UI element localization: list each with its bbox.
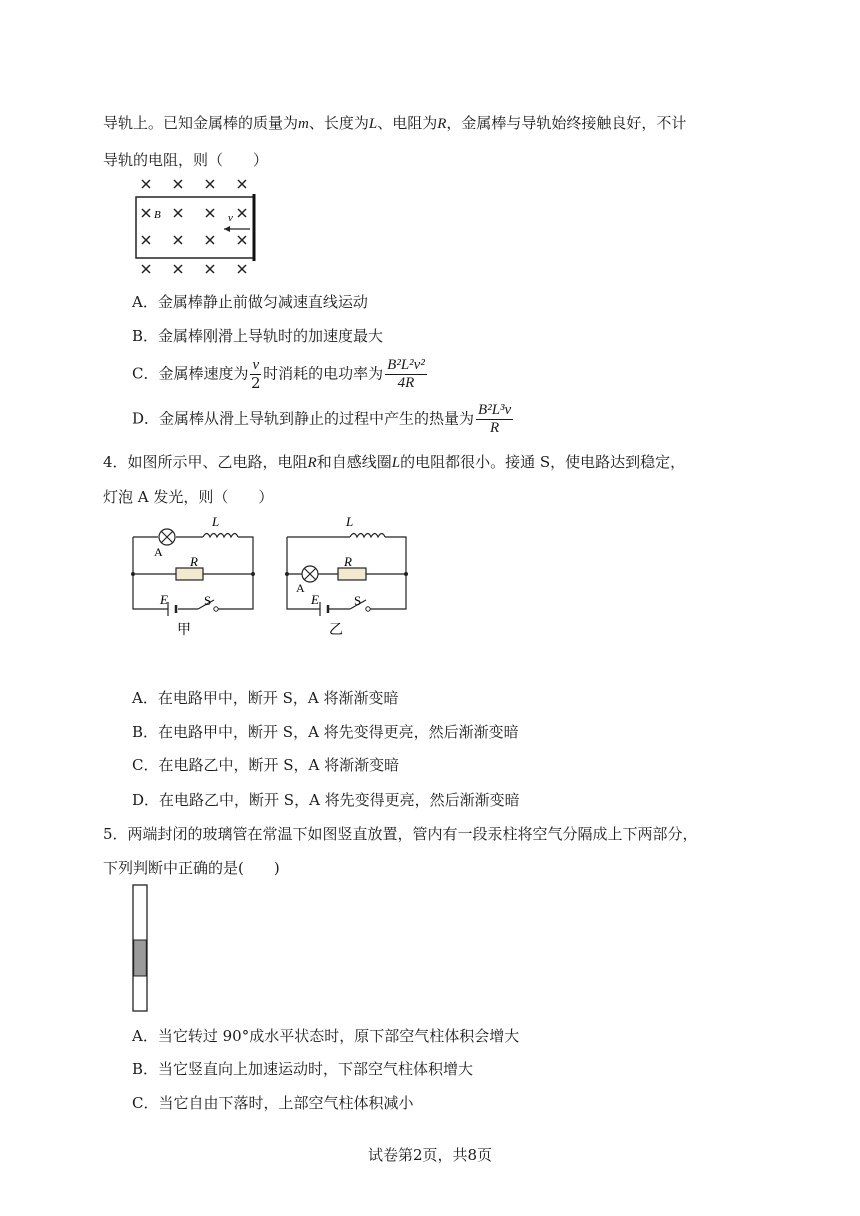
fraction-v-over-2 xyxy=(250,357,261,392)
battery-icon xyxy=(320,602,328,616)
label-S: S xyxy=(204,593,212,608)
q3-rail-figure xyxy=(132,172,272,282)
q5-stem-line1: 5．两端封闭的玻璃管在常温下如图竖直放置，管内有一段汞柱将空气分隔成上下两部分， xyxy=(103,825,698,843)
q3-stem-text: 、长度为 xyxy=(308,114,369,132)
q3-stem-text: 导轨上。已知金属棒的质量为 xyxy=(103,114,299,132)
label-R: R xyxy=(344,554,352,569)
q3-option-d xyxy=(132,402,515,437)
label-B: B xyxy=(154,209,161,221)
caption-jia: 甲 xyxy=(177,623,191,638)
label-R: R xyxy=(190,554,198,569)
q3-stem-line1 xyxy=(103,113,686,134)
q3-option-b: B．金属棒刚滑上导轨时的加速度最大 xyxy=(132,327,384,345)
q4-stem-line2: 灯泡 A 发光，则（ ） xyxy=(103,488,274,506)
q4-option-c: C．在电路乙中，断开 S，A 将渐渐变暗 xyxy=(132,756,400,774)
q3-option-c xyxy=(132,357,429,392)
lamp-icon xyxy=(159,529,175,545)
wire xyxy=(370,537,406,609)
label-L: L xyxy=(212,514,220,529)
q3-stem-text: ，金属棒与导轨始终接触良好，不计 xyxy=(446,114,687,132)
frac-num: B²L²v² xyxy=(387,357,425,373)
fraction-heat xyxy=(476,402,513,437)
var-L: L xyxy=(391,455,401,471)
frac-num: v xyxy=(252,357,260,373)
junction-dot xyxy=(404,572,408,576)
label-E: E xyxy=(160,592,168,607)
label-L: L xyxy=(346,514,354,529)
page-footer: 试卷第2页，共8页 xyxy=(367,1146,493,1164)
label-v: v xyxy=(228,212,233,224)
label-S: S xyxy=(354,593,362,608)
mercury-column xyxy=(134,940,147,976)
q4-option-a: A．在电路甲中，断开 S，A 将渐渐变暗 xyxy=(132,689,399,707)
var-R: R xyxy=(437,116,447,132)
battery-icon xyxy=(168,602,176,616)
q4-option-b: B．在电路甲中，断开 S，A 将先变得更亮，然后渐渐变暗 xyxy=(132,723,519,741)
glass-tube-figure xyxy=(131,884,151,1014)
inductor-coil-icon xyxy=(203,534,238,538)
fraction-power xyxy=(385,357,427,392)
q5-option-c: C．当它自由下落时，上部空气柱体积减小 xyxy=(132,1094,414,1112)
option-text: 时消耗的电功率为 xyxy=(263,364,384,383)
option-text: C．金属棒速度为 xyxy=(132,364,249,383)
q4-option-d: D．在电路乙中，断开 S，A 将先变得更亮，然后渐渐变暗 xyxy=(132,791,520,809)
resistor-icon xyxy=(176,568,203,580)
label-A: A xyxy=(154,545,163,559)
var-L: L xyxy=(368,116,378,132)
circuit-jia xyxy=(128,512,268,642)
q5-option-a: A．当它转过 90°成水平状态时，原下部空气柱体积会增大 xyxy=(132,1027,520,1045)
label-E: E xyxy=(311,592,319,607)
q5-option-b: B．当它竖直向上加速运动时，下部空气柱体积增大 xyxy=(132,1060,474,1078)
inductor-coil-icon xyxy=(350,534,385,538)
junction-dot xyxy=(131,572,135,576)
frac-den: 2 xyxy=(251,374,261,392)
option-text: D．金属棒从滑上导轨到静止的过程中产生的热量为 xyxy=(132,409,475,428)
frac-den: R xyxy=(490,420,500,436)
junction-dot xyxy=(251,572,255,576)
lamp-icon xyxy=(302,566,318,582)
q3-stem-text: 、电阻为 xyxy=(377,114,438,132)
q4-stem-text: 和自感线圈 xyxy=(316,453,392,471)
circuit-yi xyxy=(282,512,422,642)
q3-option-a: A．金属棒静止前做匀减速直线运动 xyxy=(132,293,368,311)
q3-stem-line2: 导轨的电阻，则（ ） xyxy=(103,151,269,169)
var-R: R xyxy=(307,455,317,471)
wire xyxy=(218,537,253,609)
rails xyxy=(136,197,254,258)
q5-stem-line2: 下列判断中正确的是( ) xyxy=(103,859,280,877)
junction-dot xyxy=(285,572,289,576)
frac-num: B²L³v xyxy=(478,402,512,418)
label-A: A xyxy=(296,581,305,595)
cross-marks xyxy=(142,180,246,273)
arrow-head-icon xyxy=(224,226,230,232)
q4-stem-text: 的电阻都很小。接通 S，使电路达到稳定， xyxy=(400,453,686,471)
caption-yi: 乙 xyxy=(329,623,343,638)
q4-stem-text: 4．如图所示甲、乙电路，电阻 xyxy=(103,453,308,471)
q4-stem-line1 xyxy=(103,452,685,473)
resistor-icon xyxy=(338,568,366,580)
frac-den: 4R xyxy=(397,375,415,391)
var-m: m xyxy=(298,116,309,132)
